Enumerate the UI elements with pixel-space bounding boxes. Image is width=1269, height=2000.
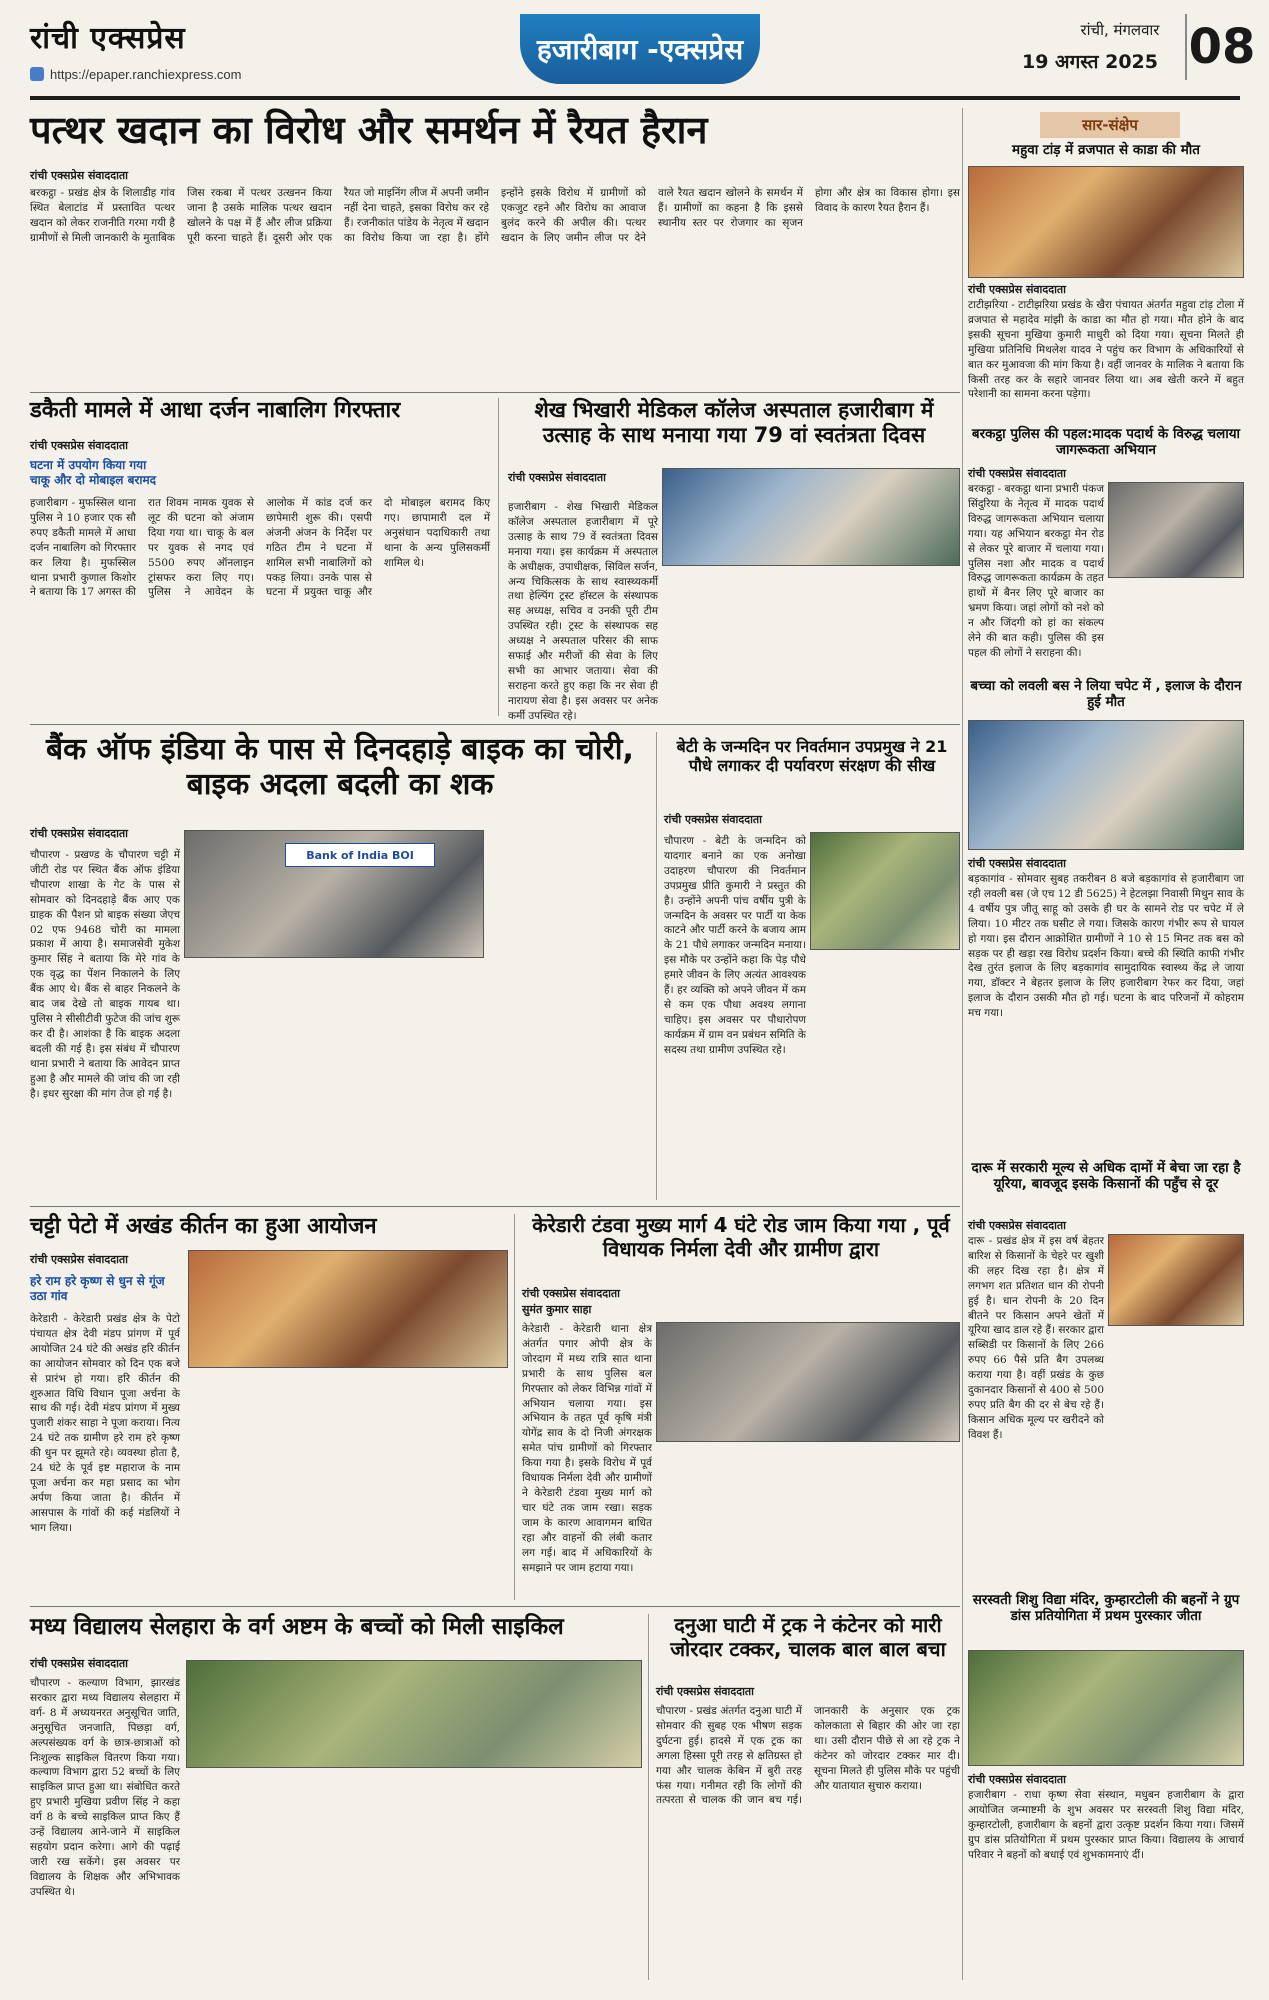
sidebar-story-3-byline: रांची एक्सप्रेस संवाददाता [968, 857, 1067, 870]
sidebar-story-4-byline: रांची एक्सप्रेस संवाददाता [968, 1219, 1067, 1232]
kirtan-photo [188, 1250, 508, 1368]
epaper-url[interactable] [30, 64, 290, 84]
divider [30, 724, 960, 725]
sidebar-story-4-body: दारू - प्रखंड क्षेत्र में इस वर्ष बेहतर बारिश से किसानों के चेहरे पर खुशी की लहर दिख रहा है। क्षेत्र में लगभग शत प्रतिशत धान की रोपनी हुई है। धान रोपनी के 20 दिन बीतने पर किसान अपने खेतों में यूरिया खाद डाल रहे हैं। सरकार द्वारा सब्सिडी पर किसानों के लिए 266 रुपए 66 पैसे प्रति बैग उपलब्ध कराया गया है। वहीं प्रखंड के कुछ दुकानदार किसानों से 400 से 500 रुपए प्रति बैग की दर से बेच रहे हैं। किसान अधिक मूल्य पर खरीदने को विवश हैं। [968, 1235, 1104, 1441]
truck-byline: रांची एक्सप्रेस संवाददाता [656, 1685, 755, 1698]
cycle-photo [186, 1660, 642, 1768]
birthday-headline: बेटी के जन्मदिन पर निवर्तमान उपप्रमुख ने 21 पौधे लगाकर दी पर्यावरण संरक्षण की सीख [676, 737, 948, 775]
dacoity-subhead: घटना में उपयोग किया गया चाकू और दो मोबाइल बरामद [30, 458, 157, 487]
sidebar-story-1-body: टाटीझरिया - टाटीझरिया प्रखंड के खैरा पंचायत अंतर्गत महुवा टांड़ टोला में व्रजपात से महादेव मांझी के काडा का मौत हो गया। मौत होने के बाद इसकी सूचना मुखिया कुमारी माधुरी को दिया गया। सूचना मिलते ही मुखिया प्रतिनिधि मिथलेश यादव ने पहुंच कर विभाग के अधिकारियों से बात कर मुआवजा की मांग किया है। वहीं जानवर के मालिक ने बताया कि किसी तरह कर के सहारे जानवर लिया था। अब खेती करने में बहुत परेशानी का सामना करना पड़ेगा। [968, 299, 1244, 401]
sidebar-story-1-headline: महुवा टांड़ में व्रजपात से काडा की मौत [1012, 142, 1200, 158]
kirtan-byline: रांची एक्सप्रेस संवाददाता [30, 1253, 129, 1266]
dacoity-headline: डकैती मामले में आधा दर्जन नाबालिग गिरफ्तार [30, 398, 401, 423]
divider [30, 1206, 960, 1207]
kirtan-headline: चट्टी पेटो में अखंड कीर्तन का हुआ आयोजन [30, 1214, 377, 1239]
bank-sign [285, 843, 435, 867]
truck-body: चौपारण - प्रखंड अंतर्गत दनुआ घाटी में सोमवार की सुबह एक भीषण सड़क दुर्घटना हुई। हादसे में एक ट्रक का अगला हिस्सा पूरी तरह से क्षतिग्रस्त हो गया और चालक केबिन में बुरी तरह फंस गया। गनीमत रही कि लोगों की तत्परता से चालक की जान बच गई। जानकारी के अनुसार एक ट्रक कोलकाता से बिहार की ओर जा रहा था। उसी दौरान पीछे से आ रहे ट्रक ने कंटेनर को जोरदार टक्कर मार दी। सूचना मिलते ही पुलिस मौके पर पहुंची और यातायात सुचारु कराया। [656, 1705, 960, 1807]
sidebar-title: सार-संक्षेप [1040, 112, 1180, 138]
hospital-byline: रांची एक्सप्रेस संवाददाता [508, 471, 607, 484]
divider [30, 1606, 960, 1607]
roadblock-photo [656, 1322, 960, 1442]
sidebar-story-5-headline: सरस्वती शिशु विद्या मंदिर, कुम्हारटोली की बहनों ने ग्रुप डांस प्रतियोगिता में प्रथम पुरस्कार जीता [972, 1592, 1240, 1625]
cycle-body: चौपारण - कल्याण विभाग, झारखंड सरकार द्वारा मध्य विद्यालय सेलहारा में वर्ग- 8 में अध्ययनरत अनुसूचित जाति, अनुसूचित जनजाति, पिछड़ा वर्ग, अल्पसंख्यक वर्ग के छात्र-छात्राओं को निःशुल्क साइकिल वितरण किया गया। कल्याण विभाग द्वारा 52 बच्चों के लिए साइकिल प्राप्त हुआ था। संबोधित करते हुए प्रभारी मुखिया प्रवीण सिंह ने कहा वर्ग 8 के बच्चे साइकिल प्राप्त किए हैं उन्हें विद्यालय आने-जाने में साइकिल सहयोग प्रदान करेगा। आगे की पढ़ाई जारी रख सकेंगे। इस अवसर पर विद्यालय के शिक्षक और अभिभावक उपस्थित थे। [30, 1677, 180, 1898]
divider [498, 398, 499, 716]
dacoity-body: हजारीबाग - मुफस्सिल थाना पुलिस ने 10 हजार एक सौ रुपए डकैती मामले में आधा दर्जन नाबालिग को गिरफ्तार कर लिया है। मुफस्सिल थाना प्रभारी कुणाल किशोर ने बताया कि 17 अगस्त की रात शिवम नामक युवक से लूट की घटना को अंजाम दिया गया था। चाकू के बल पर युवक से नगद एवं 5500 रुपए ऑनलाइन ट्रांसफर करा लिए गए। पुलिस ने आवेदन के आलोक में कांड दर्ज कर छापेमारी शुरू की। एसपी अंजनी अंजन के निर्देश पर गठित टीम ने घटना में शामिल सभी नाबालिगों को पकड़ लिया। उनके पास से घटना में प्रयुक्त चाकू और दो मोबाइल बरामद किए गए। छापामारी दल में अनुसंधान पदाधिकारी तथा थाना के अन्य पुलिसकर्मी शामिल थे। [30, 497, 490, 599]
hospital-body-cont [662, 572, 960, 716]
sidebar-story-4-headline: दारू में सरकारी मूल्य से अधिक दामों में बेचा जा रहा है यूरिया, बावजूद इसके किसानों की पहुँच से दूर [971, 1160, 1241, 1193]
sidebar-story-3-photo [968, 720, 1244, 850]
lead-body: बरकट्ठा - प्रखंड क्षेत्र के शिलाडीह गांव स्थित बेलाटांड में प्रस्तावित पत्थर खदान को लेकर राजनीति गरमा गयी है ग्रामीणों से मिली जानकारी के मुताबिक जिस रकबा में पत्थर उत्खनन किया जाना है उसके मालिक पत्थर खदान खोलने के पक्ष में हैं और लीज प्रक्रिया पूरी करना चाहते हैं। दूसरी ओर एक रैयत जो माइनिंग लीज में अपनी जमीन नहीं देना चाहते, इसका विरोध कर रहे हैं। रजनीकांत पांडेय के नेतृत्व में खदान का विरोध किया जा रहा है। होंगे इन्होंने इसके विरोध में ग्रामीणों को एकजुट रहने और विरोध का आवाज बुलंद करने की अपील की। पत्थर खदान के लिए जमीन लीज पर देने वाले रैयत खदान खोलने के समर्थन में हैं। ग्रामीणों का कहना है कि इससे स्थानीय स्तर पर रोजगार का सृजन होगा और क्षेत्र का विकास होगा। इस विवाद के कारण रैयत हैरान हैं। [30, 187, 960, 244]
lead-byline: रांची एक्सप्रेस संवाददाता [30, 169, 129, 182]
sidebar-story-5-photo [968, 1650, 1244, 1766]
page-number: 08 [1185, 14, 1257, 80]
divider [514, 1214, 515, 1600]
issue-date: 19 अगस्त 2025 [1022, 51, 1158, 73]
kirtan-body-cont [188, 1374, 508, 1600]
cycle-body-cont [186, 1774, 642, 1980]
roadblock-headline: केरेडारी टंडवा मुख्य मार्ग 4 घंटे रोड जाम किया गया , पूर्व विधायक निर्मला देवी और ग्रामीण द्वारा [532, 1213, 950, 1261]
sidebar-story-1-photo [968, 166, 1244, 278]
birthday-byline: रांची एक्सप्रेस संवाददाता [664, 813, 763, 826]
roadblock-byline-reporter: सुमंत कुमार साहा [522, 1303, 592, 1316]
sidebar-divider [962, 108, 963, 1980]
dacoity-byline: रांची एक्सप्रेस संवाददाता [30, 439, 129, 452]
cycle-byline: रांची एक्सप्रेस संवाददाता [30, 1657, 129, 1670]
sidebar-story-5-byline: रांची एक्सप्रेस संवाददाता [968, 1773, 1067, 1786]
planting-photo [810, 832, 960, 950]
epaper-url-text: https://epaper.ranchiexpress.com [50, 66, 242, 82]
roadblock-body-cont [656, 1448, 960, 1600]
sidebar-story-3-body: बड़कागांव - सोमवार सुबह तकरीबन 8 बजे बड़कागांव से हजारीबाग जा रही लवली बस (जे एच 12 डी 5625) ने हेटलझा निवासी मिथुन साव के 4 वर्षीय पुत्र जीतू साहू को उसके ही घर के सामने रोड पर चपेट में ले लिया। 10 मीटर तक घसीट ले गया। जिसके कारण गंभीर रूप से घायल हो गया। इस दौरान आक्रोशित ग्रामीणों ने 10 से 15 मिनट तक बस को सड़क पर ही खड़ा रख विरोध प्रदर्शन किया। बच्चे की स्थिति काफी गंभीर देख तुरंत इलाज के लिए बड़कागांव सामुदायिक स्वास्थ्य केंद्र ले जाया गया, डॉक्टर ने बेहतर इलाज के लिए हजारीबाग रेफर कर दिया, जहां इलाज के दौरान उसकी मौत हो गई। घटना के बाद परिजनों में कोहराम मच गया। [968, 873, 1244, 1020]
bank-photo [184, 830, 484, 958]
lead-headline: पत्थर खदान का विरोध और समर्थन में रैयत हैरान [30, 108, 708, 152]
divider [656, 732, 657, 1200]
divider [30, 392, 960, 393]
hospital-body: हजारीबाग - शेख भिखारी मेडिकल कॉलेज अस्पताल हजारीबाग में पूरे उत्साह के साथ 79 वें स्वतंत्रता दिवस मनाया गया। इस कार्यक्रम में अस्पताल के अधीक्षक, उपाधीक्षक, सिविल सर्जन, अन्य चिकित्सक के साथ स्वास्थ्यकर्मी तथा हेल्पिंग ट्रस्ट हॉस्टल के संस्थापक सह अध्यक्ष, सचिव व उनकी पूरी टीम उपस्थित रही। ट्रस्ट के संस्थापक सह अध्यक्ष ने अस्पताल परिसर की साफ सफाई और मरीजों की सेवा के लिए सभी का आभार जताया। सेवा की सराहना करते हुए कहा कि नर सेवा ही नारायण सेवा है। इस अवसर पर अनेक कर्मी उपस्थित रहे। [508, 501, 658, 722]
hospital-headline: शेख भिखारी मेडिकल कॉलेज अस्पताल हजारीबाग में उत्साह के साथ मनाया गया 79 वां स्वतंत्रता दिवस [534, 398, 934, 447]
birthday-body: चौपारण - बेटी के जन्मदिन को यादगार बनाने का एक अनोखा उदाहरण चौपारण की निवर्तमान उपप्रमुख प्रीति कुमारी ने प्रस्तुत की है। उन्होंने अपनी पांच वर्षीय पुत्री के जन्मदिन के अवसर पर पार्टी या केक काटने और पार्टी करने के बजाय आम के 21 पौधे लगाकर जन्मदिन मनाया। इस मौके पर उन्होंने कहा कि पेड़ पौधे हमारे जीवन के लिए अत्यंत आवश्यक हैं। हर व्यक्ति को अपने जीवन में कम से कम एक पौधा अवश्य लगाना चाहिए। इस अवसर पर पौधारोपण कार्यक्रम में ग्राम वन प्रबंधन समिति के सदस्य तथा ग्रामीण उपस्थित रहे। [664, 835, 806, 1056]
masthead-rule [30, 96, 1240, 100]
sidebar-story-2-byline: रांची एक्सप्रेस संवाददाता [968, 467, 1067, 480]
sidebar-story-3-headline: बच्चा को लवली बस ने लिया चपेट में , इलाज के दौरान हुई मौत [970, 678, 1242, 711]
bank-logo-icon: Bank of India BOI [306, 848, 414, 862]
cycle-headline: मध्य विद्यालय सेलहारा के वर्ग अष्टम के बच्चों को मिली साइकिल [30, 1614, 564, 1640]
edition-banner: हजारीबाग -एक्सप्रेस [520, 14, 760, 84]
sidebar-story-2-photo [1108, 482, 1244, 578]
hospital-photo [662, 468, 960, 566]
kirtan-subhead: हरे राम हरे कृष्ण से धुन से गूंज उठा गांव [30, 1274, 165, 1303]
sidebar-story-2-body: बरकट्ठा - बरकट्ठा थाना प्रभारी पंकज सिंदुरिया के नेतृत्व में मादक पदार्थ विरुद्ध जागरूकता अभियान चलाया गया। यह अभियान बरकट्ठा मेन रोड से लेकर पूरे बाजार में चलाया गया। पुलिस नशा और मादक व पदार्थ विरुद्ध जागरूकता कार्यक्रम के तहत हाथों में बैनर लिए पूरे बाजार का भ्रमण किया। जहां लोगों को नशे को न और जिंदगी को हां का संकल्प लेने की बात कही। पुलिस की इस पहल की लोगों ने सराहना की। [968, 483, 1104, 659]
bike-body-cont [184, 962, 650, 1200]
roadblock-body: केरेडारी - केरेडारी थाना क्षेत्र अंतर्गत पगार ओपी क्षेत्र के जोरदाग में मध्य रात्रि सात थाना प्रभारी के साथ पुलिस बल गिरफ्तार को लेकर विभिन्न गांवों में अभियान चलाया गया। इस अभियान के तहत पूर्व कृषि मंत्री योगेंद्र साव के दो निजी अंगरक्षक समेत पांच ग्रामीणों को गिरफ्तार किया गया है। इसके विरोध में पूर्व विधायक निर्मला देवी और ग्रामीणों ने केरेडारी टंडवा मुख्य मार्ग को चार घंटे तक जाम रखा। सड़क जाम के कारण आवागमन बाधित रहा और वाहनों की लंबी कतार लग गई। बाद में अधिकारियों के समझाने पर जाम हटाया गया। [522, 1323, 652, 1574]
place-day: रांची, मंगलवार [1080, 21, 1160, 39]
sidebar-story-4-photo [1108, 1234, 1244, 1326]
sidebar-story-2-headline: बरकट्ठा पुलिस की पहल:मादक पदार्थ के विरुद्ध चलाया जागरूकता अभियान [971, 426, 1241, 459]
globe-icon [30, 67, 44, 81]
bike-headline: बैंक ऑफ इंडिया के पास से दिनदहाड़े बाइक का चोरी, बाइक अदला बदली का शक [46, 732, 634, 803]
roadblock-byline: रांची एक्सप्रेस संवाददाता [522, 1287, 621, 1300]
sidebar-story-5-body: हजारीबाग - राधा कृष्ण सेवा संस्थान, मधुबन हजारीबाग के द्वारा आयोजित जन्माष्टमी के शुभ अवसर पर सरस्वती शिशु विद्या मंदिर, कुम्हारटोली, हजारीबाग के बहनों द्वारा उत्कृष्ट प्रदर्शन किया गया। जिसमें ग्रुप डांस प्रतियोगिता में प्रथम पुरस्कार प्राप्त किया। विद्यालय के आचार्य परिवार ने बहनों को बधाई एवं शुभकामनाएं दीं। [968, 1789, 1244, 1861]
sidebar-story-1-byline: रांची एक्सप्रेस संवाददाता [968, 283, 1067, 296]
truck-headline: दनुआ घाटी में ट्रक ने कंटेनर को मारी जोरदार टक्कर, चालक बाल बाल बचा [670, 1613, 946, 1661]
bike-body: चौपारण - प्रखण्ड के चौपारण चट्टी में जीटी रोड पर स्थित बैंक ऑफ इंडिया चौपारण शाखा के गेट के पास से सोमवार को दिनदहाड़े बैंक आए एक ग्राहक की पैशन प्रो बाइक संख्या जेएच 02 एफ 9468 चोरी का मामला प्रकाश में आया है। समाजसेवी मुकेश कुमार सिंह ने बताया कि मेरे गांव के एक वृद्ध का पेंशन निकालने के लिए बैंक आए थे। बैंक से बाहर निकलने के बाद जब देखे तो बाइक गायब था। पुलिस ने सीसीटीवी फुटेज की जांच शुरू कर दी है। आशंका है कि बाइक अदला बदली की गई है। इस संबंध में चौपारण थाना प्रभारी ने बताया कि आवेदन प्राप्त हुआ है और मामले की जांच की जा रही है। इधर सुरक्षा की मांग तेज हो गई है। [30, 849, 180, 1100]
birthday-body-cont [810, 956, 960, 1200]
kirtan-body: केरेडारी - केरेडारी प्रखंड क्षेत्र के पेटो पंचायत क्षेत्र देवी मंडप प्रांगण में पूर्व आयोजित 24 घंटे की अखंड हरि कीर्तन का आयोजन सोमवार को दिन एक बजे से प्रारंभ हो गया। हरि कीर्तन की शुरुआत विधि विधान पूजा अर्चना के साथ की गई। देवी मंडप प्रांगण में मुख्य पुजारी शंकर साहा ने पूजा कराया। नित्य 24 घंटे तक ग्रामीण हरे राम हरे कृष्ण की धुन पर झूमते रहे। व्यवस्था होता है, 24 घंटे के पूर्व इष्ट महाराज के नाम पूजा अर्चना कर महा प्रसाद का भोग अर्पण किया जाता है। कीर्तन में आसपास के गांवों की कई मंडलियों ने भाग लिया। [30, 1313, 180, 1534]
newspaper-brand: रांची एक्सप्रेस [30, 21, 186, 56]
divider [648, 1614, 649, 1980]
bike-byline: रांची एक्सप्रेस संवाददाता [30, 827, 129, 840]
